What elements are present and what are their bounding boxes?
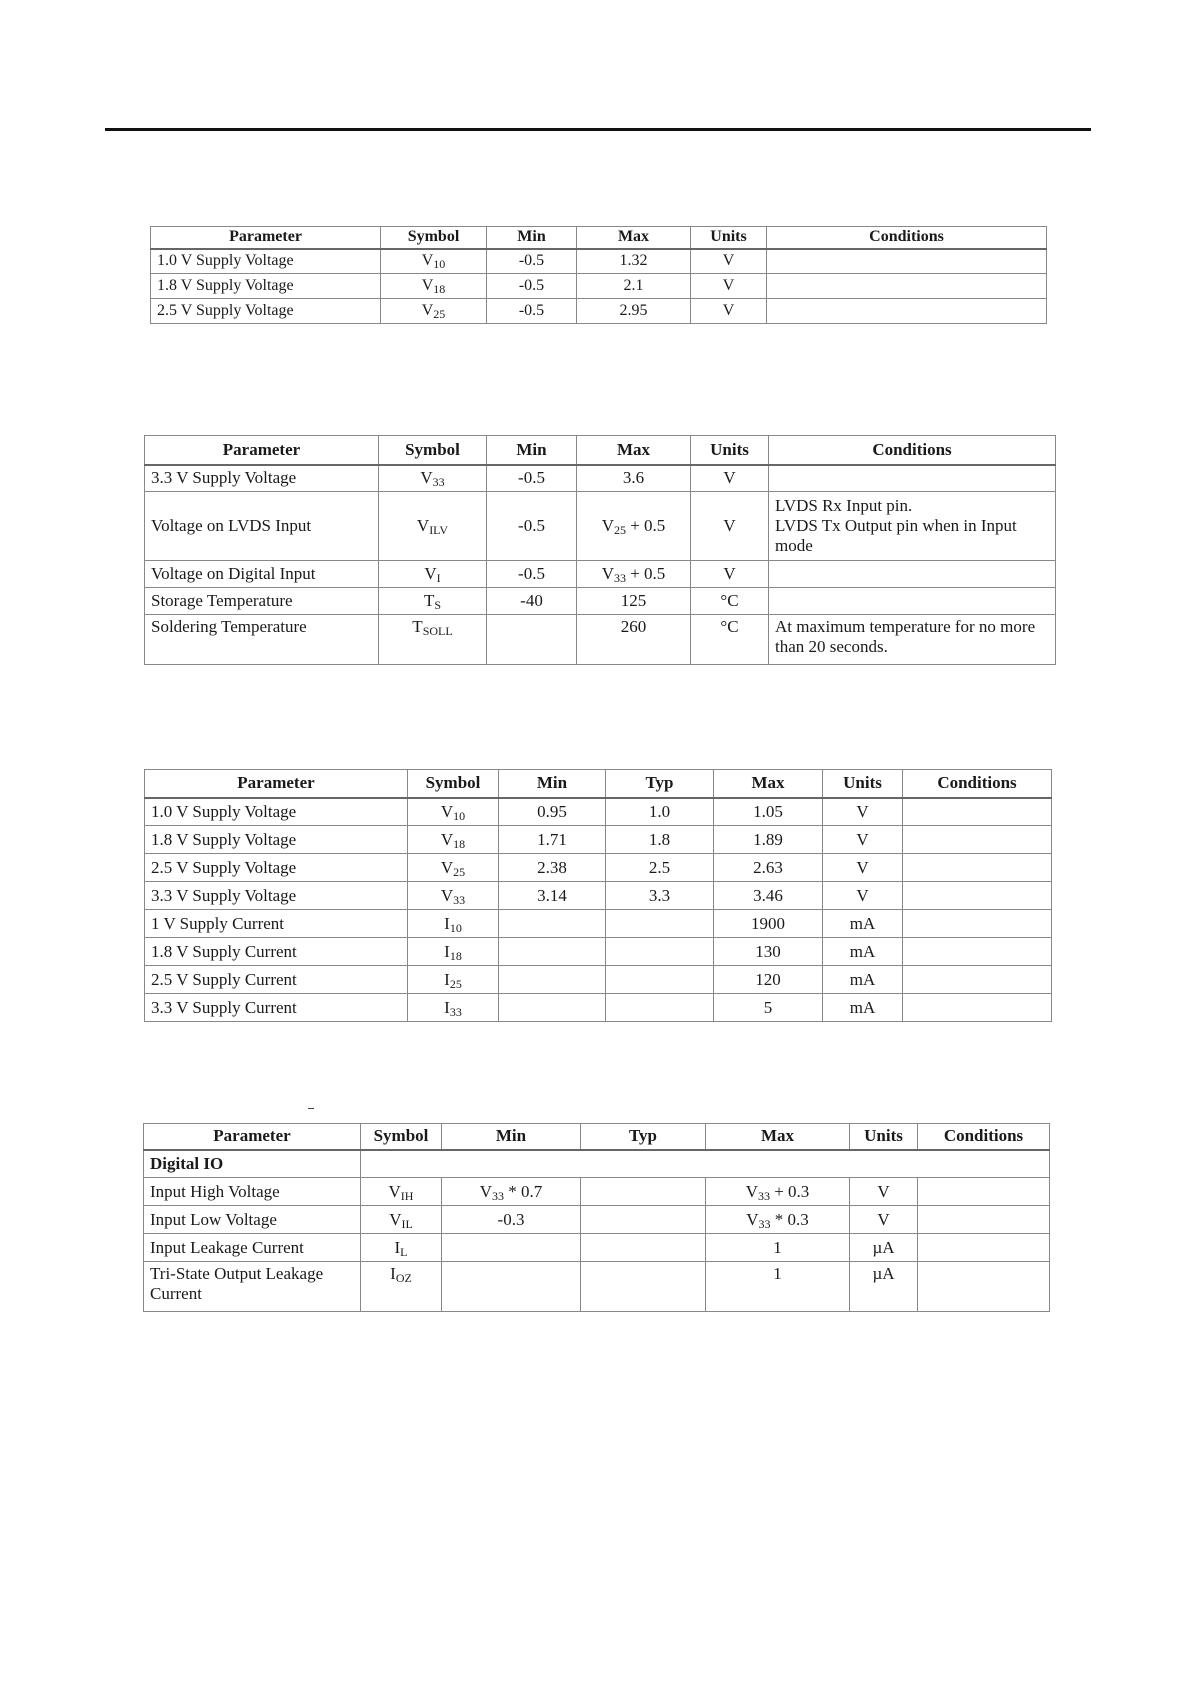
max-cell: $V_{33} * 0.3$ — [706, 1206, 850, 1234]
max-cell: 1 — [706, 1234, 850, 1262]
max-cell: 5 — [714, 994, 823, 1022]
parameter-cell: 2.5 V Supply Current — [145, 966, 408, 994]
table-row — [145, 561, 1056, 588]
typ-cell — [606, 966, 714, 994]
min-cell: -40 — [487, 588, 577, 615]
min-cell: $V_{33} * 0.7$ — [442, 1178, 581, 1206]
units-cell: °C — [691, 588, 769, 615]
header-symbol: Symbol — [361, 1124, 442, 1150]
units-cell: V — [691, 561, 769, 588]
min-cell — [487, 615, 577, 665]
typ-cell — [606, 938, 714, 966]
typ-cell — [606, 910, 714, 938]
header-max: Max — [577, 436, 691, 465]
min-cell: -0.5 — [487, 274, 577, 299]
header-units: Units — [691, 436, 769, 465]
max-cell: 120 — [714, 966, 823, 994]
min-cell — [499, 994, 606, 1022]
units-cell: mA — [823, 966, 903, 994]
parameter-cell: 1.0 V Supply Voltage — [145, 798, 408, 826]
header-typ: Typ — [606, 770, 714, 798]
parameter-cell: Input Leakage Current — [144, 1234, 361, 1262]
header-rule — [105, 128, 1091, 131]
symbol-cell: $V_{IH}$ — [361, 1178, 442, 1206]
symbol-cell: $V_{10}$ — [408, 798, 499, 826]
min-cell: 2.38 — [499, 854, 606, 882]
table-row — [145, 854, 1052, 882]
max-cell: 2.63 — [714, 854, 823, 882]
header-parameter: Parameter — [145, 436, 379, 465]
parameter-cell: Voltage on Digital Input — [145, 561, 379, 588]
units-cell: V — [691, 465, 769, 492]
typ-cell — [581, 1206, 706, 1234]
units-cell: mA — [823, 910, 903, 938]
min-cell: 1.71 — [499, 826, 606, 854]
symbol-cell: $V_{18}$ — [381, 274, 487, 299]
table-row — [144, 1234, 1050, 1262]
table-row — [145, 492, 1056, 561]
header-min: Min — [487, 436, 577, 465]
symbol-cell: $I_{10}$ — [408, 910, 499, 938]
header-conditions: Conditions — [769, 436, 1056, 465]
symbol-cell: $V_{IL}$ — [361, 1206, 442, 1234]
table-row — [151, 299, 1047, 324]
symbol-cell: $V_{ILV}$ — [379, 492, 487, 561]
table-row — [145, 798, 1052, 826]
conditions-cell: At maximum temperature for no more than 20 seconds. — [769, 615, 1056, 665]
symbol-cell: $I_{33}$ — [408, 994, 499, 1022]
conditions-cell — [903, 854, 1052, 882]
table-row — [145, 938, 1052, 966]
conditions-cell — [767, 299, 1047, 324]
symbol-cell: $I_{18}$ — [408, 938, 499, 966]
table-row — [145, 966, 1052, 994]
conditions-cell — [769, 465, 1056, 492]
max-cell: $V_{25} + 0.5$ — [577, 492, 691, 561]
table-row — [145, 910, 1052, 938]
units-cell: mA — [823, 938, 903, 966]
max-cell: 125 — [577, 588, 691, 615]
parameter-cell: Storage Temperature — [145, 588, 379, 615]
max-cell: $V_{33} + 0.5$ — [577, 561, 691, 588]
conditions-cell — [918, 1206, 1050, 1234]
max-cell: 3.46 — [714, 882, 823, 910]
max-cell: 2.1 — [577, 274, 691, 299]
parameter-cell: 1.8 V Supply Voltage — [151, 274, 381, 299]
header-units: Units — [823, 770, 903, 798]
table-row — [145, 882, 1052, 910]
max-cell: 260 — [577, 615, 691, 665]
section-spacer — [361, 1150, 1050, 1178]
units-cell: V — [691, 299, 767, 324]
units-cell: V — [850, 1178, 918, 1206]
conditions-cell — [767, 249, 1047, 274]
dc-characteristics-table — [143, 1123, 1050, 1312]
table-row — [145, 826, 1052, 854]
parameter-cell: 2.5 V Supply Voltage — [145, 854, 408, 882]
min-cell: -0.3 — [442, 1206, 581, 1234]
header-typ: Typ — [581, 1124, 706, 1150]
absolute-max-ratings-table-2 — [144, 435, 1056, 665]
typ-cell — [581, 1178, 706, 1206]
conditions-cell — [769, 588, 1056, 615]
min-cell: -0.5 — [487, 249, 577, 274]
max-cell: 1.05 — [714, 798, 823, 826]
header-units: Units — [691, 227, 767, 249]
stray-mark — [308, 1108, 314, 1109]
max-cell: 1.89 — [714, 826, 823, 854]
typ-cell — [606, 994, 714, 1022]
units-cell: V — [850, 1206, 918, 1234]
header-conditions: Conditions — [767, 227, 1047, 249]
parameter-cell: 1.0 V Supply Voltage — [151, 249, 381, 274]
header-symbol: Symbol — [381, 227, 487, 249]
table-row — [144, 1262, 1050, 1312]
conditions-cell — [903, 798, 1052, 826]
units-cell: V — [691, 249, 767, 274]
table-row — [145, 588, 1056, 615]
min-cell: -0.5 — [487, 465, 577, 492]
absolute-max-ratings-table-1 — [150, 226, 1047, 324]
typ-cell: 2.5 — [606, 854, 714, 882]
min-cell — [442, 1234, 581, 1262]
header-min: Min — [487, 227, 577, 249]
max-cell: 1.32 — [577, 249, 691, 274]
max-cell: $V_{33} + 0.3$ — [706, 1178, 850, 1206]
conditions-cell — [918, 1262, 1050, 1312]
table-row — [145, 994, 1052, 1022]
table-row — [144, 1178, 1050, 1206]
units-cell: V — [823, 798, 903, 826]
parameter-cell: Voltage on LVDS Input — [145, 492, 379, 561]
header-symbol: Symbol — [379, 436, 487, 465]
header-max: Max — [714, 770, 823, 798]
symbol-cell: $V_{25}$ — [381, 299, 487, 324]
min-cell: 0.95 — [499, 798, 606, 826]
header-units: Units — [850, 1124, 918, 1150]
parameter-cell: Soldering Temperature — [145, 615, 379, 665]
symbol-cell: $V_I$ — [379, 561, 487, 588]
max-cell: 3.6 — [577, 465, 691, 492]
header-conditions: Conditions — [903, 770, 1052, 798]
table-row — [145, 615, 1056, 665]
parameter-cell: Input High Voltage — [144, 1178, 361, 1206]
units-cell: µA — [850, 1234, 918, 1262]
symbol-cell: $I_{25}$ — [408, 966, 499, 994]
section-row — [144, 1150, 1050, 1178]
max-cell: 1900 — [714, 910, 823, 938]
units-cell: V — [823, 882, 903, 910]
symbol-cell: $T_{SOLL}$ — [379, 615, 487, 665]
units-cell: V — [691, 274, 767, 299]
symbol-cell: $I_L$ — [361, 1234, 442, 1262]
conditions-cell — [903, 910, 1052, 938]
conditions-cell — [903, 826, 1052, 854]
conditions-cell — [769, 561, 1056, 588]
symbol-cell: $V_{25}$ — [408, 854, 499, 882]
parameter-cell: 1 V Supply Current — [145, 910, 408, 938]
table-row — [151, 249, 1047, 274]
min-cell — [499, 938, 606, 966]
table-row — [144, 1206, 1050, 1234]
header-min: Min — [442, 1124, 581, 1150]
max-cell: 130 — [714, 938, 823, 966]
units-cell: V — [823, 826, 903, 854]
units-cell: V — [691, 492, 769, 561]
min-cell — [499, 966, 606, 994]
symbol-cell: $V_{33}$ — [408, 882, 499, 910]
typ-cell: 1.0 — [606, 798, 714, 826]
header-max: Max — [577, 227, 691, 249]
min-cell — [442, 1262, 581, 1312]
typ-cell: 1.8 — [606, 826, 714, 854]
parameter-cell: 1.8 V Supply Voltage — [145, 826, 408, 854]
conditions-cell — [918, 1234, 1050, 1262]
section-title: Digital IO — [144, 1150, 361, 1178]
units-cell: °C — [691, 615, 769, 665]
header-symbol: Symbol — [408, 770, 499, 798]
typ-cell — [581, 1262, 706, 1312]
parameter-cell: Tri-State Output Leakage Current — [144, 1262, 361, 1312]
conditions-cell: LVDS Rx Input pin. LVDS Tx Output pin when in Input mode — [769, 492, 1056, 561]
min-cell: 3.14 — [499, 882, 606, 910]
header-conditions: Conditions — [918, 1124, 1050, 1150]
max-cell: 1 — [706, 1262, 850, 1312]
symbol-cell: $T_S$ — [379, 588, 487, 615]
conditions-cell — [918, 1178, 1050, 1206]
symbol-cell: $I_{OZ}$ — [361, 1262, 442, 1312]
units-cell: mA — [823, 994, 903, 1022]
header-parameter: Parameter — [144, 1124, 361, 1150]
parameter-cell: 3.3 V Supply Voltage — [145, 465, 379, 492]
parameter-cell: Input Low Voltage — [144, 1206, 361, 1234]
symbol-cell: $V_{33}$ — [379, 465, 487, 492]
units-cell: V — [823, 854, 903, 882]
parameter-cell: 2.5 V Supply Voltage — [151, 299, 381, 324]
units-cell: µA — [850, 1262, 918, 1312]
table-row — [145, 465, 1056, 492]
symbol-cell: $V_{10}$ — [381, 249, 487, 274]
header-parameter: Parameter — [151, 227, 381, 249]
header-min: Min — [499, 770, 606, 798]
typ-cell: 3.3 — [606, 882, 714, 910]
parameter-cell: 3.3 V Supply Voltage — [145, 882, 408, 910]
conditions-cell — [903, 966, 1052, 994]
header-parameter: Parameter — [145, 770, 408, 798]
recommended-operating-conditions-table — [144, 769, 1052, 1022]
min-cell: -0.5 — [487, 299, 577, 324]
parameter-cell: 3.3 V Supply Current — [145, 994, 408, 1022]
table-row — [151, 274, 1047, 299]
typ-cell — [581, 1234, 706, 1262]
max-cell: 2.95 — [577, 299, 691, 324]
min-cell: -0.5 — [487, 492, 577, 561]
conditions-cell — [767, 274, 1047, 299]
min-cell: -0.5 — [487, 561, 577, 588]
conditions-cell — [903, 994, 1052, 1022]
conditions-cell — [903, 938, 1052, 966]
symbol-cell: $V_{18}$ — [408, 826, 499, 854]
conditions-cell — [903, 882, 1052, 910]
min-cell — [499, 910, 606, 938]
parameter-cell: 1.8 V Supply Current — [145, 938, 408, 966]
header-max: Max — [706, 1124, 850, 1150]
